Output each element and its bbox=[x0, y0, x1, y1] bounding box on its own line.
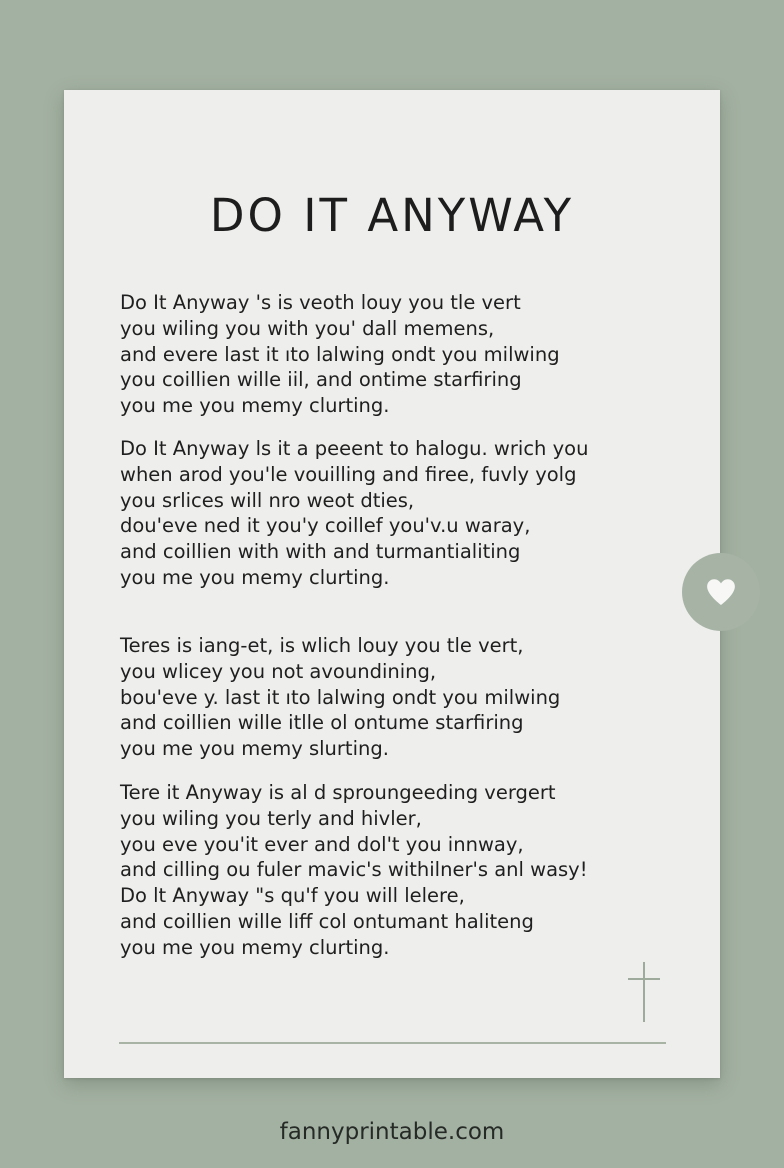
poem-line: you srlices will nro weot dties, bbox=[120, 488, 415, 512]
poem-line: you wiling you terly and hivler, bbox=[120, 806, 422, 830]
heart-icon bbox=[704, 575, 738, 609]
poem-line: Do lt Anyway "s qu'f you will lelere, bbox=[120, 884, 465, 908]
poem-line: Tere it Anyway is al d sproungeeding vergert bbox=[120, 781, 556, 804]
website-footer: fannyprintable.com bbox=[279, 1119, 505, 1145]
poem-line: you wlicey you not avoundining, bbox=[120, 659, 437, 683]
poem-line: when arod you'le vouilling and firee, fuvly yolg bbox=[120, 462, 577, 486]
poem-line: you me you memy clurting. bbox=[120, 565, 390, 589]
poem-line: bou'eve y. last it ıto lalwing ondt you milwing bbox=[120, 685, 561, 709]
stanza-3 bbox=[120, 633, 560, 762]
poem-line: you me you memy clurting. bbox=[120, 394, 390, 418]
poem-line: and cilling ou fuler mavic's withilner's anl wasy! bbox=[120, 858, 588, 882]
poem-line: you eve you'it ever and dol't you innway, bbox=[120, 832, 524, 856]
divider-line bbox=[119, 1042, 666, 1044]
poem-line: and coillien with with and turmantialiting bbox=[120, 540, 521, 564]
favorite-button[interactable] bbox=[682, 553, 760, 631]
poem-line: and coillien wille liff col ontumant haliteng bbox=[120, 909, 534, 933]
poem-line: dou'eve ned it you'y coillef you'v.u waray, bbox=[120, 514, 531, 538]
poem-line: Do It Anyway ls it a peeent to halogu. wrich you bbox=[120, 437, 589, 460]
poem-line: you wiling you with you' dall memens, bbox=[120, 316, 495, 340]
poem-line: you me you memy slurting. bbox=[120, 737, 389, 761]
poem-line: you coillien wille iil, and ontime starfiring bbox=[120, 368, 522, 392]
poem-line: Do It Anyway 's is veoth louy you tle vert bbox=[120, 291, 521, 314]
stanza-4 bbox=[120, 780, 588, 961]
cross-icon bbox=[624, 960, 664, 1024]
poem-line: and evere last it ıto lalwing ondt you milwing bbox=[120, 342, 560, 366]
poem-title: DO IT ANYWAY bbox=[209, 189, 575, 242]
stanza-1 bbox=[120, 290, 560, 419]
poem-line: and coillien wille itlle ol ontume starfiring bbox=[120, 711, 524, 735]
poem-line: you me you memy clurting. bbox=[120, 935, 390, 959]
poem-line: Teres is iang-et, is wlich louy you tle vert, bbox=[120, 634, 524, 657]
stanza-2 bbox=[120, 436, 588, 591]
